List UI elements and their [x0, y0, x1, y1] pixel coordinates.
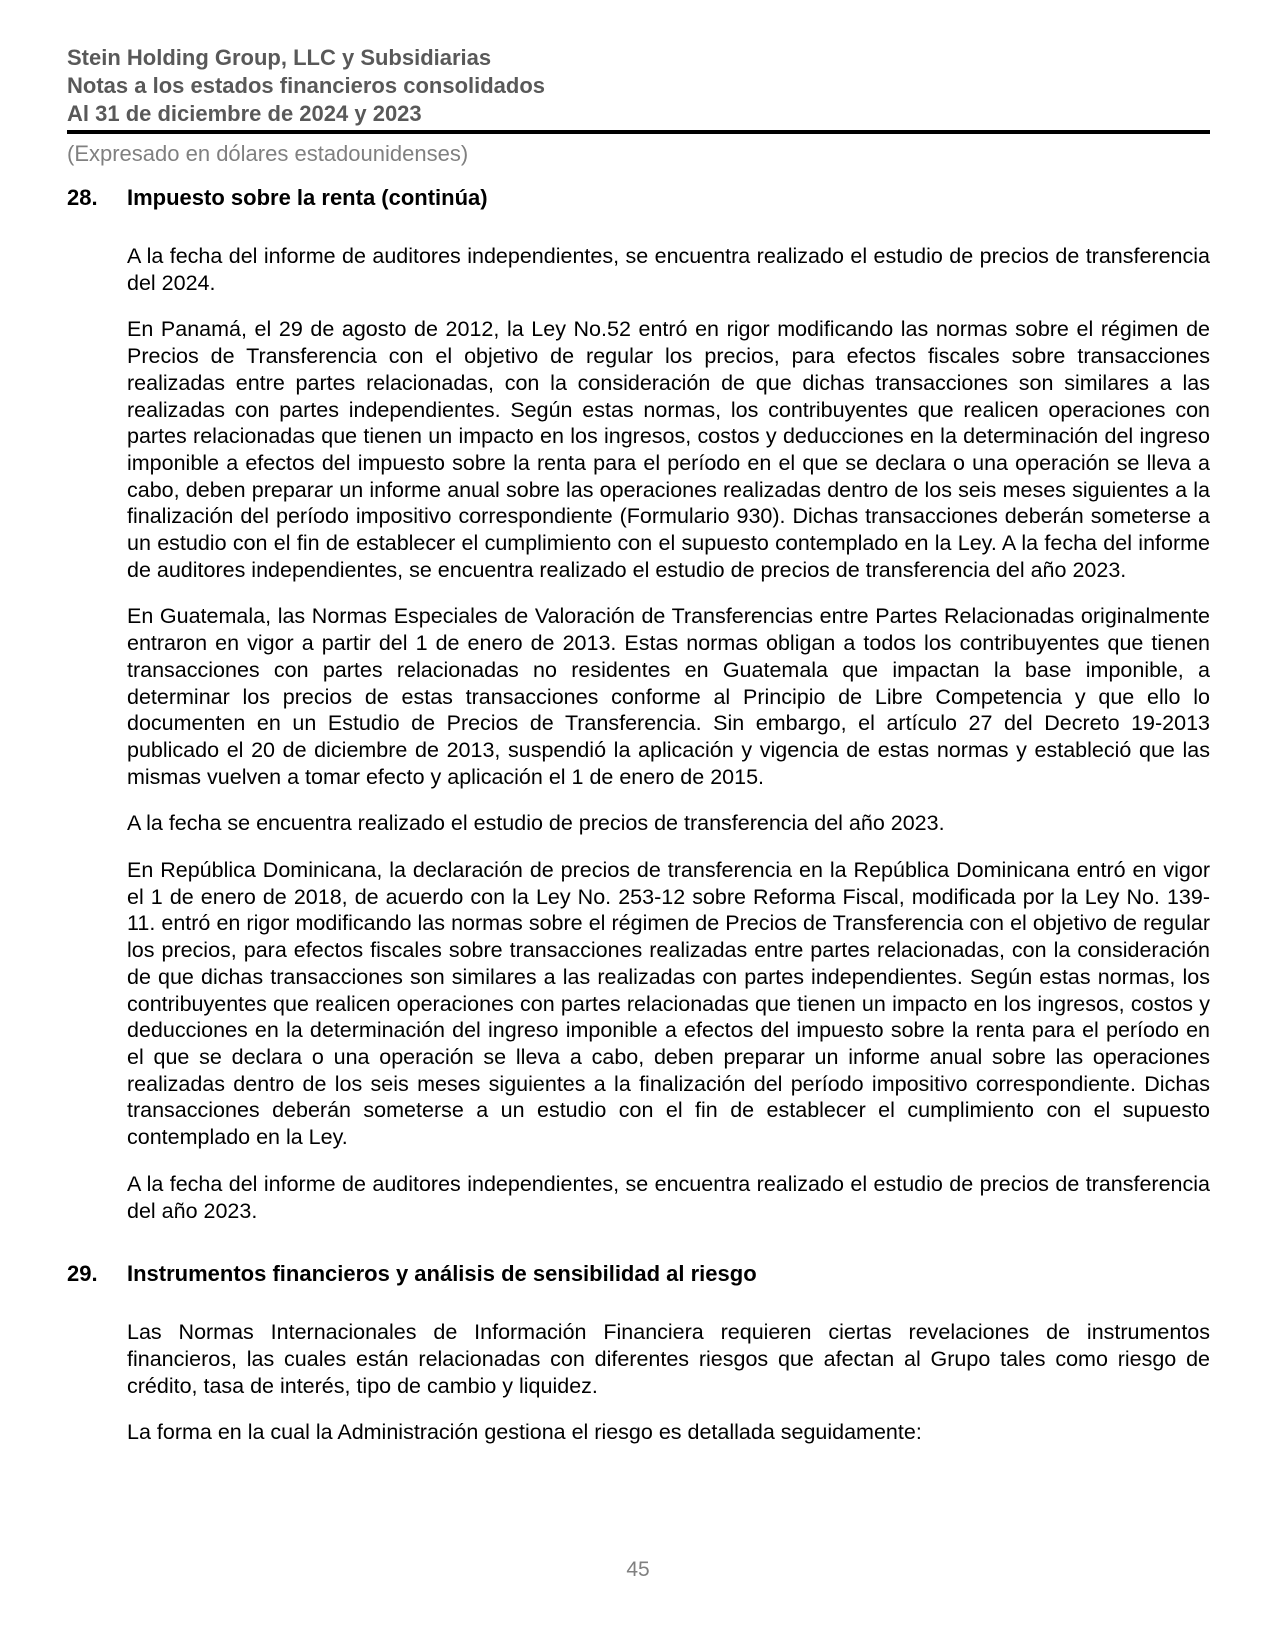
section-29-heading [67, 1260, 1210, 1288]
section-29-title: Instrumentos financieros y análisis de sensibilidad al riesgo [127, 1261, 757, 1287]
paragraph: La forma en la cual la Administración gestiona el riesgo es detallada seguidamente: [127, 1420, 922, 1445]
section-28-heading [67, 184, 1210, 212]
section-28-title: Impuesto sobre la renta (continúa) [127, 185, 488, 210]
section-29-body [127, 1319, 1210, 1446]
paragraph: A la fecha se encuentra realizado el estudio de precios de transferencia del año 2023. [127, 811, 945, 836]
paragraph: En Guatemala, las Normas Especiales de Valoración de Transferencias entre Partes Relacionadas originalmente entraron en vigor a partir del 1 de enero de 2013. Estas normas obligan a todos los contribuyentes que tienen transacciones con partes relacionadas no residentes en Guatemala que impactan la base imponible, a determinar los precios de estas transacciones conforme al Principio de Libre Competencia y que ello lo documenten en un Estudio de Precios de Transferencia. Sin embargo, el artículo 27 del Decreto 19-2013 publicado el 20 de diciembre de 2013, suspendió la aplicación y vigencia de estas normas y estableció que las mismas vuelven a tomar efecto y aplicación el 1 de enero de 2015. [127, 604, 1210, 789]
header-date-line: Al 31 de diciembre de 2024 y 2023 [67, 101, 422, 126]
paragraph: En Panamá, el 29 de agosto de 2012, la Ley No.52 entró en rigor modificando las normas sobre el régimen de Precios de Transferencia con el objetivo de regular los precios, para efectos fiscales sobre transacciones realizadas entre partes relacionadas, con la consideración de que dichas transacciones son similares a las realizadas con partes independientes. Según estas normas, los contribuyentes que realicen operaciones con partes relacionadas que tienen un impacto en los ingresos, costos y deducciones en la determinación del ingreso imponible a efectos del impuesto sobre la renta para el período en el que se declara o una operación se lleva a cabo, deben preparar un informe anual sobre las operaciones realizadas dentro de los seis meses siguientes a la finalización del período impositivo correspondiente (Formulario 930). Dichas transacciones deberán someterse a un estudio con el fin de establecer el cumplimiento con el supuesto contemplado en la Ley. A la fecha del informe de auditores independientes, se encuentra realizado el estudio de precios de transferencia del año 2023. [127, 317, 1210, 582]
section-29-number: 29. [67, 1261, 98, 1287]
section-28-number: 28. [67, 185, 98, 210]
section-28-body [127, 243, 1210, 1224]
section-28 [67, 184, 1210, 1224]
paragraph: A la fecha del informe de auditores independientes, se encuentra realizado el estudio de precios de transferencia del año 2023. [127, 1171, 1210, 1223]
paragraph: En República Dominicana, la declaración de precios de transferencia en la República Dominicana entró en vigor el 1 de enero de 2018, de acuerdo con la Ley No. 253-12 sobre Reforma Fiscal, modificada por la Ley No. 139-11. entró en rigor modificando las normas sobre el régimen de Precios de Transferencia con el objetivo de regular los precios, para efectos fiscales sobre transacciones realizadas entre partes relacionadas, con la consideración de que dichas transacciones son similares a las realizadas con partes independientes. Según estas normas, los contribuyentes que realicen operaciones con partes relacionadas que tienen un impacto en los ingresos, costos y deducciones en la determinación del ingreso imponible a efectos del impuesto sobre la renta para el período en el que se declara o una operación se lleva a cabo, deben preparar un informe anual sobre las operaciones realizadas dentro de los seis meses siguientes a la finalización del período impositivo correspondiente. Dichas transacciones deberán someterse a un estudio con el fin de establecer el cumplimiento con el supuesto contemplado en la Ley. [127, 858, 1210, 1150]
document-header [67, 44, 1210, 134]
section-29 [67, 1260, 1210, 1446]
header-company-line: Stein Holding Group, LLC y Subsidiarias [67, 45, 492, 70]
paragraph: Las Normas Internacionales de Información Financiera requieren ciertas revelaciones de instrumentos financieros, las cuales están relacionadas con diferentes riesgos que afectan al Grupo tales como riesgo de crédito, tasa de interés, tipo de cambio y liquidez. [127, 1320, 1210, 1398]
currency-note: (Expresado en dólares estadounidenses) [67, 141, 469, 166]
header-title-line: Notas a los estados financieros consolidados [67, 73, 546, 98]
paragraph: A la fecha del informe de auditores independientes, se encuentra realizado el estudio de precios de transferencia del 2024. [127, 244, 1210, 295]
page-number: 45 [626, 1558, 650, 1581]
